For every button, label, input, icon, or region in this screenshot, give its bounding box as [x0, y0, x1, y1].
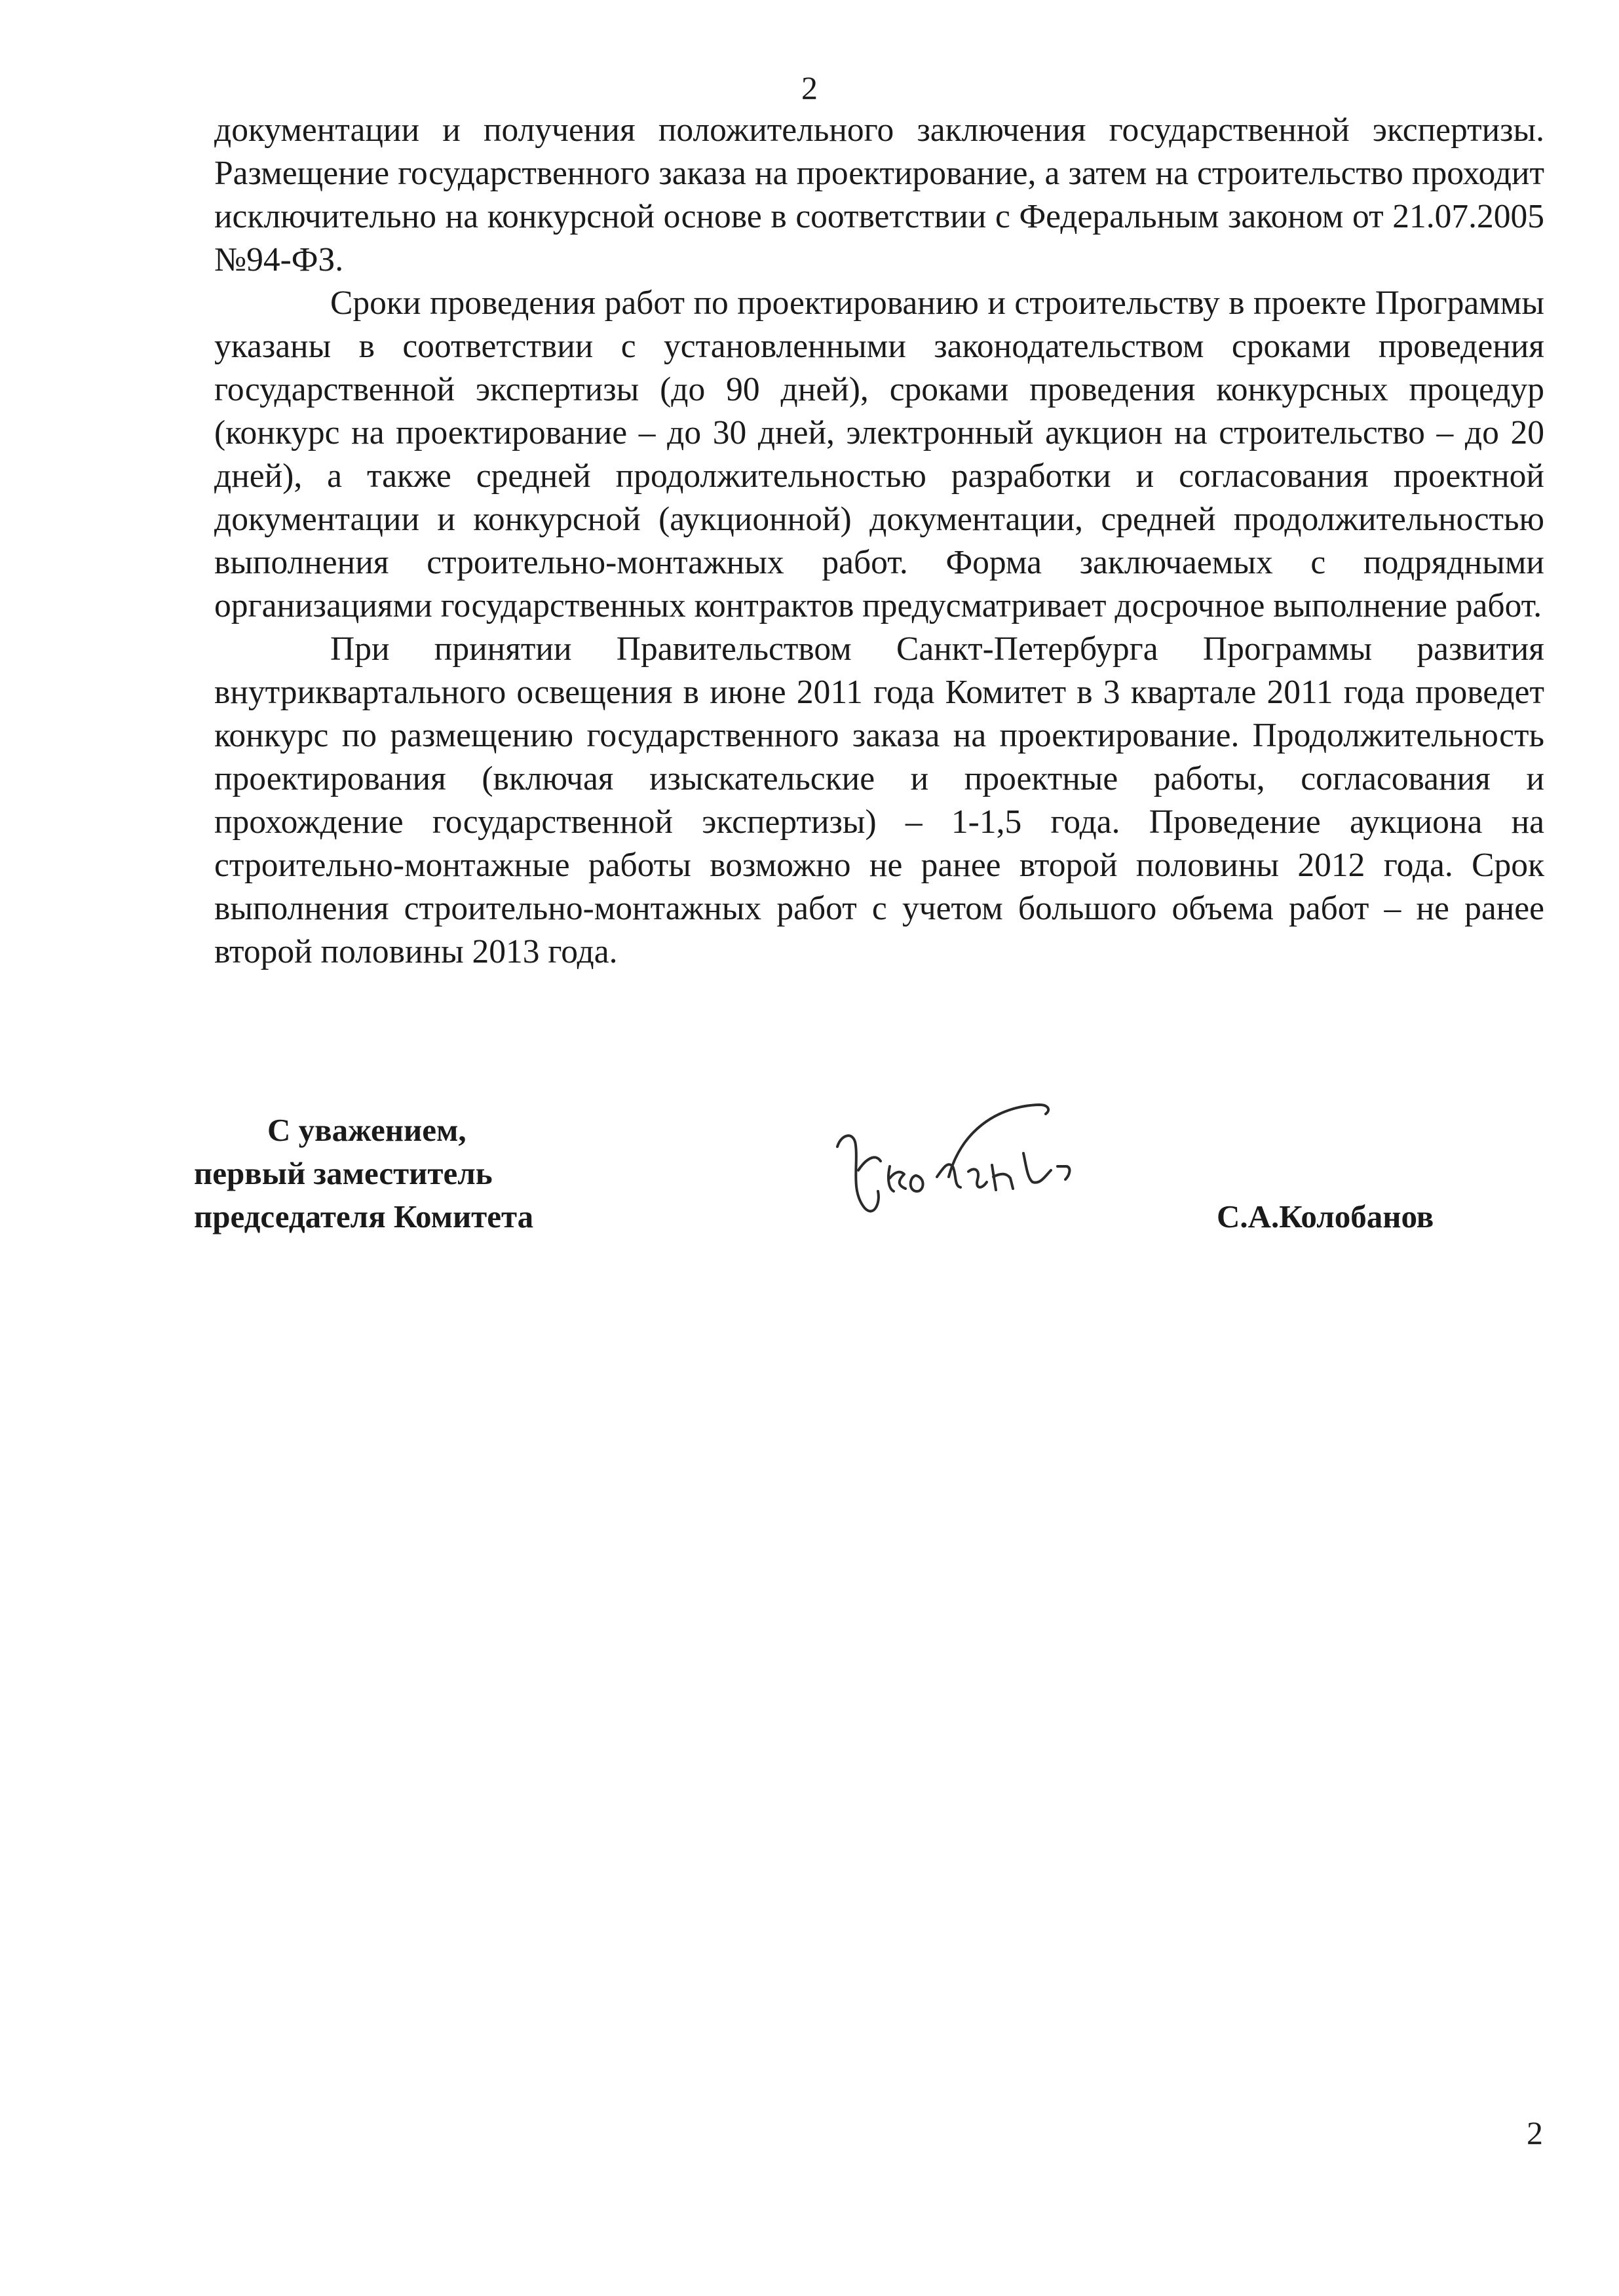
handwritten-signature-icon [832, 1093, 1120, 1250]
paragraph-deadlines: Сроки проведения работ по проектированию и строительству в проекте Программы указаны в соответствии с установленными законодательством сроками проведения государственной экспертизы (до 90 дней), сроками проведения конкурсных процедур (конкурс на проектирование – до 30 дней, электронный аукцион на строительство – до 20 дней), а также средней продолжительностью разработки и согласования проектной документации и конкурсной (аукционной) документации, средней продолжительностью выполнения строительно-монтажных работ. Форма заключаемых с подрядными организациями государственных контрактов предусматривает досрочное выполнение работ. [214, 284, 1544, 624]
signer-position-line2: председателя Комитета [194, 1198, 534, 1234]
signer-position-line1: первый заместитель [194, 1155, 493, 1191]
page-number-bottom: 2 [1527, 2114, 1543, 2151]
signer-name: С.А.Колобанов [1217, 1198, 1434, 1234]
paragraph-program-adoption: При принятии Правительством Санкт-Петербурга Программы развития внутриквартального освещения в июне 2011 года Комитет в 3 квартале 2011 года проведет конкурс по размещению государственного заказа на проектирование. Продолжительность проектирования (включая изыскательские и проектные работы, согласования и прохождение государственной экспертизы) – 1-1,5 года. Проведение аукциона на строительно-монтажные работы возможно не ранее второй половины 2012 года. Срок выполнения строительно-монтажных работ с учетом большого объема работ – не ранее второй половины 2013 года. [214, 630, 1544, 970]
closing-block [194, 1109, 533, 1238]
page-number-top: 2 [801, 69, 818, 106]
paragraph-continuation: документации и получения положительного заключения государственной экспертизы. Размещение государственного заказа на проектирование, а затем на строительство проходит исключительно на конкурсной основе в соответствии с Федеральным законом от 21.07.2005 №94-ФЗ. [214, 111, 1544, 278]
document-body [214, 109, 1544, 974]
closing-greeting: С уважением, [267, 1112, 467, 1148]
